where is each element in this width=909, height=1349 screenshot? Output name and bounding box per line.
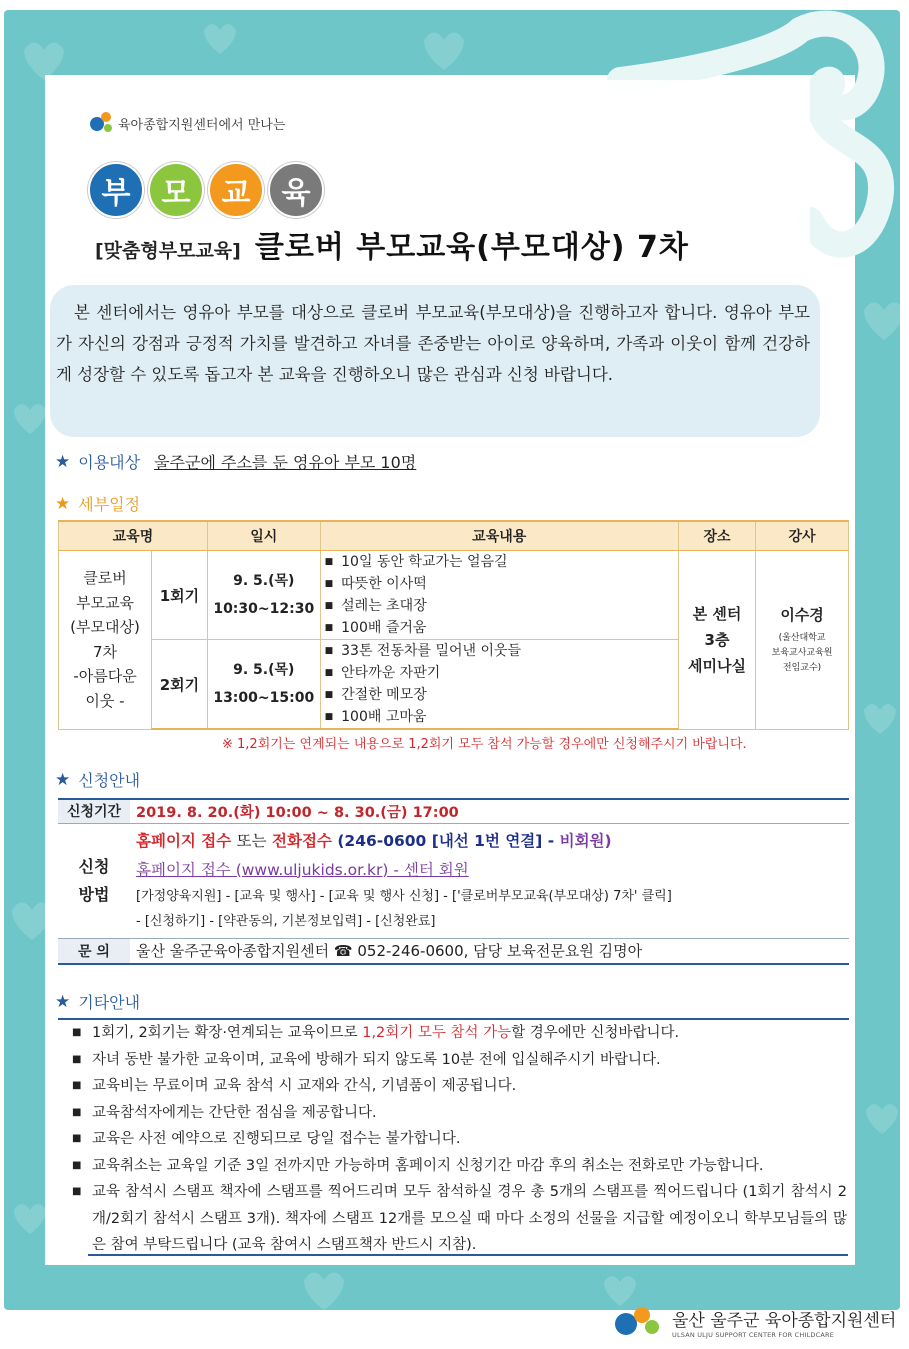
- method-label-line: 신청: [78, 856, 110, 876]
- circle-mo: 모: [148, 162, 204, 218]
- method-line-4: - [신청하기] - [약관동의, 기본정보입력] - [신청완료]: [136, 913, 436, 929]
- method-or: 또는: [236, 831, 267, 850]
- etc-item: ■ 교육은 사전 예약으로 진행되므로 당일 접수는 불가합니다.: [72, 1126, 847, 1153]
- instructor-detail: 보육교사교육원: [771, 647, 833, 658]
- session-round: 1회기: [152, 551, 208, 640]
- star-icon: ★: [55, 451, 71, 472]
- place-line: 세미나실: [688, 656, 746, 675]
- session-date: 9. 5.(목): [233, 573, 295, 589]
- target-label: 이용대상: [78, 453, 141, 472]
- method-line-1: [136, 826, 843, 856]
- schedule-note: ※ 1,2회기는 연계되는 내용으로 1,2회기 모두 참석 가능할 경우에만 신청해주시기 바랍니다.: [222, 737, 747, 752]
- course-name-line: 부모교육: [76, 593, 134, 612]
- etc-item: [72, 1020, 847, 1047]
- instructor-name: 이수경: [780, 605, 824, 624]
- col-header-place: 장소: [678, 521, 755, 551]
- apply-table: [58, 798, 849, 965]
- course-name-line: 이웃 -: [85, 691, 125, 710]
- content-item: ■ 안타까운 자판기: [325, 662, 674, 684]
- circle-gyo: 교: [208, 162, 264, 218]
- apply-label: 신청안내: [78, 771, 141, 790]
- method-line-3: [가정양육지원] - [교육 및 행사] - [교육 및 행사 신청] - ['클로버부모교육(부모대상) 7차' 클릭]: [136, 888, 672, 904]
- contact-label: 문 의: [58, 938, 130, 964]
- session-time: 10:30~12:30: [213, 601, 315, 617]
- etc-item: ■ 교육참석자에게는 간단한 점심을 제공합니다.: [72, 1100, 847, 1127]
- footer-name-en: ULSAN ULJU SUPPORT CENTER FOR CHILDCARE: [672, 1330, 835, 1339]
- method-label: [58, 823, 130, 938]
- content-item: ■ 100배 즐거움: [325, 617, 674, 639]
- etc-item: ■ 교육취소는 교육일 기준 3일 전까지만 가능하며 홈페이지 신청기간 마감 후의 취소는 전화로만 가능합니다.: [72, 1153, 847, 1180]
- schedule-label: 세부일정: [78, 495, 141, 514]
- col-header-content: 교육내용: [320, 521, 678, 551]
- session-time: 13:00~15:00: [213, 690, 315, 706]
- target-section: [55, 450, 416, 473]
- etc-section-header: [55, 990, 140, 1013]
- etc-item: ■ 자녀 동반 불가한 교육이며, 교육에 방해가 되지 않도록 10분 전에 입실해주시기 바랍니다.: [72, 1047, 847, 1074]
- content-item: ■ 설레는 초대장: [325, 595, 674, 617]
- content-item: ■ 33톤 전동차를 밀어낸 이웃들: [325, 640, 674, 662]
- schedule-table: [58, 520, 849, 730]
- logo-tagline: [88, 108, 285, 138]
- center-logo-icon: [612, 1305, 664, 1339]
- place-cell: [678, 551, 755, 730]
- instructor-detail: (울산대학교: [778, 632, 826, 643]
- target-value: 울주군에 주소를 둔 영유아 부모 10명: [154, 453, 417, 472]
- course-name-line: 클로버: [83, 569, 127, 588]
- circle-yuk: 육: [268, 162, 324, 218]
- instructor-cell: [756, 551, 849, 730]
- page-title: [95, 222, 689, 266]
- etc-item: ■ 교육비는 무료이며 교육 참석 시 교재와 간식, 기념품이 제공됩니다.: [72, 1073, 847, 1100]
- star-icon: ★: [55, 493, 71, 514]
- schedule-section-header: [55, 492, 140, 515]
- session-content: [320, 551, 678, 640]
- session-date: 9. 5.(목): [233, 662, 295, 678]
- method-line-2[interactable]: 홈페이지 접수 (www.uljukids.or.kr) - 센터 회원: [136, 860, 469, 879]
- etc-item-text: 할 경우에만 신청바랍니다.: [511, 1025, 680, 1041]
- etc-label: 기타안내: [78, 993, 141, 1012]
- course-name-line: 7차: [92, 642, 118, 661]
- method-value: [130, 823, 849, 938]
- circle-bu: 부: [88, 162, 144, 218]
- etc-item-text: 1회기, 2회기는 확장·연계되는 교육이므로: [92, 1025, 363, 1041]
- col-header-name: 교육명: [59, 521, 208, 551]
- session-round: 2회기: [152, 640, 208, 730]
- session-datetime: [207, 551, 320, 640]
- course-name-line: (부모대상): [70, 618, 140, 637]
- logo-tagline-text: 육아종합지원센터에서 만나는: [118, 117, 286, 133]
- etc-list: [72, 1020, 847, 1259]
- footer-logo: [612, 1305, 896, 1339]
- content-item: ■ 100배 고마움: [325, 706, 674, 728]
- col-header-date: 일시: [207, 521, 320, 551]
- content-item: ■ 따뜻한 이사떡: [325, 573, 674, 595]
- contact-value: 울산 울주군육아종합지원센터 ☎ 052-246-0600, 담당 보육전문요원 김명아: [136, 942, 643, 961]
- place-line: 본 센터: [692, 604, 742, 623]
- course-name-line: -아름다운: [73, 667, 137, 686]
- etc-bottom-rule: [88, 1254, 848, 1256]
- course-name-cell: [59, 551, 152, 730]
- session-datetime: [207, 640, 320, 730]
- intro-text: 본 센터에서는 영유아 부모를 대상으로 클로버 부모교육(부모대상)을 진행하고자 합니다. 영유아 부모가 자신의 강점과 긍정적 가치를 발견하고 자녀를 존중받는 아이로 양육하며, 가족과 이웃이 함께 건강하게 성장할 수 있도록 돕고자 본 교육을 진행하오니 많은 관심과 신청 바랍니다.: [56, 303, 810, 384]
- etc-item: ■ 교육 참석시 스탬프 책자에 스탬프를 찍어드리며 모두 참석하실 경우 총 5개의 스탬프를 찍어드립니다 (1회기 참석시 2개/2회기 참석시 스탬프 3개). 책자에 스탬프 12개를 모으실 때 마다 소정의 선물을 지급할 예정이오니 학부모님들의 많은 참여 부탁드립니다 (교육 참여시 스탬프책자 반드시 지참).: [72, 1179, 847, 1259]
- method-homepage: 홈페이지 접수: [136, 831, 232, 850]
- method-phone: 전화접수: [272, 831, 332, 850]
- content-item: ■ 간절한 메모장: [325, 684, 674, 706]
- session-content: [320, 640, 678, 730]
- period-label: 신청기간: [58, 799, 130, 823]
- star-icon: ★: [55, 991, 71, 1012]
- method-phone-detail: (246-0600 [내선 1번 연결] -: [337, 831, 555, 850]
- footer-name-ko: 울산 울주군 육아종합지원센터: [672, 1310, 897, 1331]
- place-line: 3층: [704, 630, 730, 649]
- content-item: ■ 10일 동안 학교가는 얼음길: [325, 551, 674, 573]
- method-label-line: 방법: [78, 884, 110, 904]
- instructor-detail: 전임교수): [782, 662, 822, 673]
- center-logo-icon: [88, 108, 114, 138]
- intro-box: [50, 285, 820, 437]
- title-subtitle: [맞춤형부모교육]: [95, 240, 241, 262]
- star-icon: ★: [55, 769, 71, 790]
- title-circles: [88, 162, 328, 218]
- etc-item-highlight: 1,2회기 모두 참석 가능: [362, 1025, 512, 1041]
- col-header-instructor: 강사: [756, 521, 849, 551]
- method-nonmember: 비회원): [559, 831, 612, 850]
- period-value: 2019. 8. 20.(화) 10:00 ~ 8. 30.(금) 17:00: [136, 804, 459, 821]
- title-main: 클로버 부모교육(부모대상) 7차: [254, 230, 689, 265]
- apply-section-header: [55, 768, 140, 791]
